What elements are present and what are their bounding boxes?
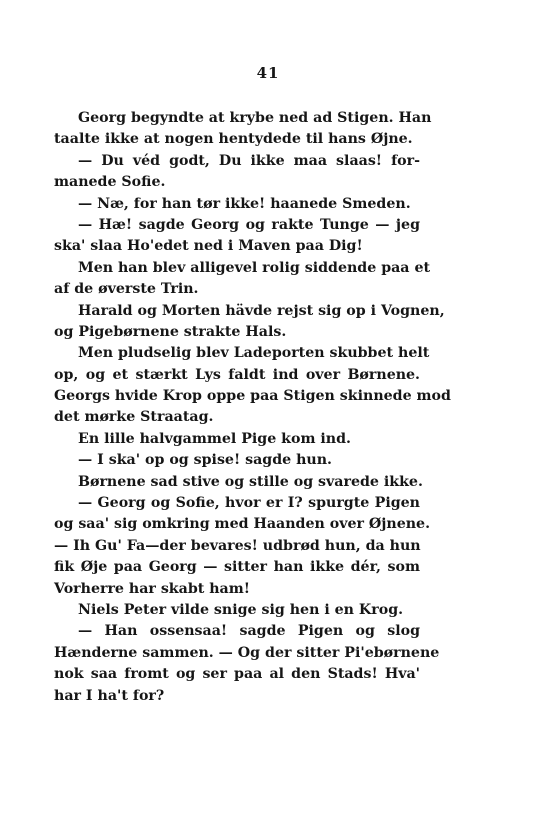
text-line: Harald og Morten hävde rejst sig op i Vognen, xyxy=(78,302,445,319)
text-line: — Næ, for han tør ikke! haanede Smeden. xyxy=(78,195,411,212)
text-line: Vorherre har skabt ham! xyxy=(54,580,250,597)
text-line: Børnene sad stive og stille og svarede ikke. xyxy=(78,473,423,490)
text-line: af de øverste Trin. xyxy=(54,281,199,298)
text-line: ska' slaa Ho'edet ned i Maven paa Dig! xyxy=(54,238,363,255)
text-line: — I ska' op og spise! sagde hun. xyxy=(78,452,332,469)
text-line: Men han blev alligevel rolig siddende paa et xyxy=(78,259,431,276)
body-text xyxy=(54,108,451,707)
page-number: 41 xyxy=(256,64,280,82)
text-line: fik Øje paa Georg — sitter han ikke dér, som xyxy=(54,559,420,576)
text-line: Georgs hvide Krop oppe paa Stigen skinnede mod xyxy=(54,388,451,405)
text-line: har I ha't for? xyxy=(54,687,165,704)
text-line: Men pludselig blev Ladeporten skubbet helt xyxy=(78,345,430,362)
text-line: Niels Peter vilde snige sig hen i en Krog. xyxy=(78,601,404,618)
text-line: det mørke Straatag. xyxy=(54,409,214,426)
text-line: — Hæ! sagde Georg og rakte Tunge — jeg xyxy=(78,216,420,233)
text-line: og Pigebørnene strakte Hals. xyxy=(54,323,287,340)
text-line: og saa' sig omkring med Haanden over Øjnene. xyxy=(54,516,431,533)
text-line: — Georg og Sofie, hvor er I? spurgte Pigen xyxy=(78,495,420,512)
text-line: taalte ikke at nogen hentydede til hans Øjne. xyxy=(54,131,413,148)
text-line: op, og et stærkt Lys faldt ind over Børnene. xyxy=(54,366,420,383)
text-line: — Ih Gu' Fa—der bevares! udbrød hun, da hun xyxy=(54,537,421,554)
text-line: En lille halvgammel Pige kom ind. xyxy=(78,430,351,447)
text-line: Georg begyndte at krybe ned ad Stigen. Han xyxy=(78,110,432,126)
text-line: Hænderne sammen. — Og der sitter Pi'ebørnene xyxy=(54,644,440,661)
text-line: — Han ossensaa! sagde Pigen og slog xyxy=(78,623,420,640)
text-line: manede Sofie. xyxy=(54,174,166,191)
text-line: nok saa fromt og ser paa al den Stads! Hva' xyxy=(54,666,420,683)
text-line: — Du véd godt, Du ikke maa slaas! for- xyxy=(78,152,420,169)
